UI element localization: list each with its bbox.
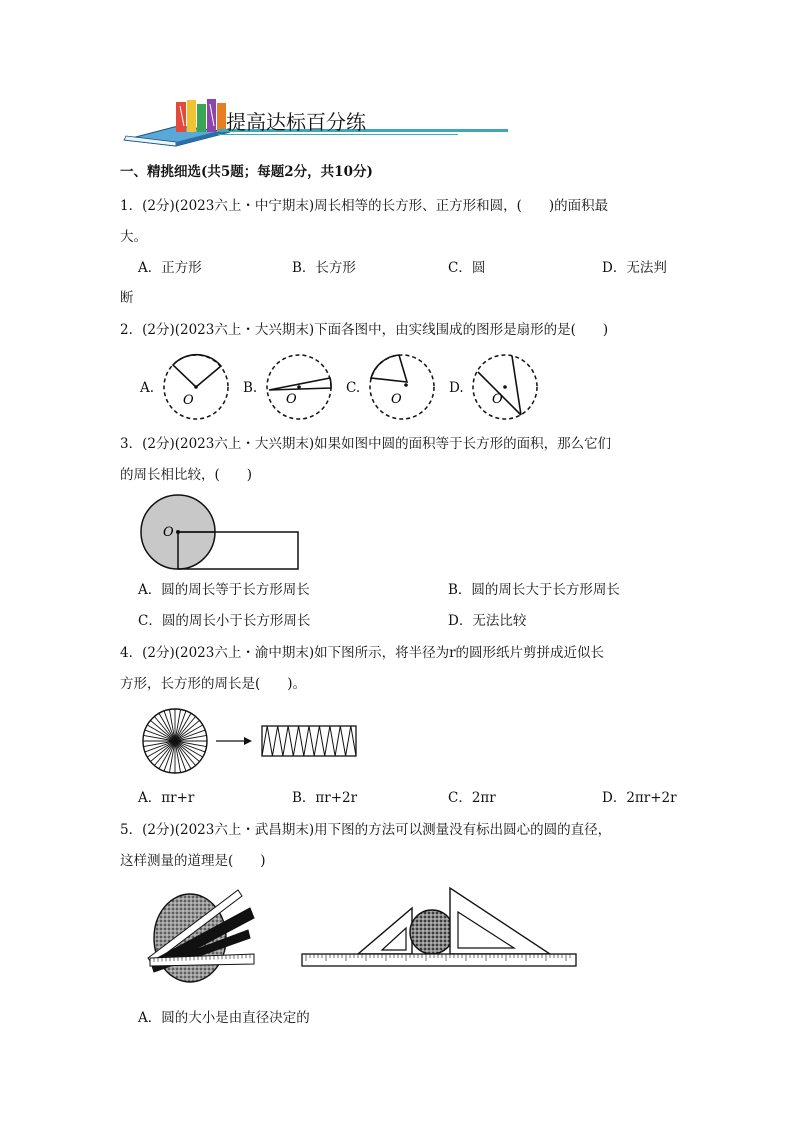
q2-figure-b[interactable] xyxy=(264,352,334,422)
q1-line1: 1．(2分)(2023六上・中宁期末)周长相等的长方形、正方形和圆，( )的面积最 xyxy=(120,198,609,214)
q2-line1: 2．(2分)(2023六上・大兴期末)下面各图中，由实线围成的图形是扇形的是( ) xyxy=(120,322,609,338)
q5-line1: 5．(2分)(2023六上・武昌期末)用下图的方法可以测量没有标出圆心的圆的直径， xyxy=(120,822,612,838)
q4-line1: 4．(2分)(2023六上・渝中期末)如下图所示，将半径为r的圆形纸片剪拼成近似长 xyxy=(120,645,605,661)
q2-label-d[interactable]: D. xyxy=(449,380,464,396)
q5-option-a[interactable]: A．圆的大小是由直径决定的 xyxy=(138,1010,310,1026)
q5-figure-left xyxy=(140,888,260,988)
q5-figure-right xyxy=(300,880,580,970)
q4-option-b[interactable]: B．πr+2r xyxy=(292,790,358,806)
q3-option-c[interactable]: C．圆的周长小于长方形周长 xyxy=(138,613,311,629)
q4-option-c[interactable]: C．2πr xyxy=(448,790,496,806)
q2-figure-d[interactable] xyxy=(470,352,540,422)
q2-label-b[interactable]: B. xyxy=(243,380,258,396)
q3-line1: 3．(2分)(2023六上・大兴期末)如果如图中圆的面积等于长方形的面积，那么它们 xyxy=(120,436,612,452)
q3-figure xyxy=(136,492,306,574)
q2-label-c[interactable]: C. xyxy=(346,380,361,396)
q3-option-d[interactable]: D．无法比较 xyxy=(448,613,527,629)
banner xyxy=(118,96,408,146)
q1-option-d[interactable]: D．无法判 xyxy=(602,260,667,276)
q2-figure-c[interactable] xyxy=(367,352,437,422)
arrow-right-icon xyxy=(244,737,252,745)
q4-line2: 方形，长方形的周长是( )。 xyxy=(120,676,307,692)
books-icon xyxy=(118,96,238,146)
banner-title: 提高达标百分练 xyxy=(226,110,366,134)
q4-figure xyxy=(140,706,370,776)
q1-line2: 大。 xyxy=(120,229,147,245)
q1-option-d-wrap: 断 xyxy=(120,290,134,306)
q3-option-b[interactable]: B．圆的周长大于长方形周长 xyxy=(448,582,620,598)
q4-option-d[interactable]: D．2πr+2r xyxy=(602,790,677,806)
q1-option-b[interactable]: B．长方形 xyxy=(292,260,356,276)
q4-rectangle-zigzag xyxy=(262,726,356,756)
q5-line2: 这样测量的道理是( ) xyxy=(120,853,266,869)
q2-center-label-c: O xyxy=(391,392,402,407)
q4-option-a[interactable]: A．πr+r xyxy=(138,790,195,806)
q2-center-label-a: O xyxy=(183,393,194,408)
q1-option-c[interactable]: C．圆 xyxy=(448,260,486,276)
q3-line2: 的周长相比较，( ) xyxy=(120,467,253,483)
q2-label-a[interactable]: A. xyxy=(140,380,155,396)
q3-center-label: O xyxy=(163,525,174,540)
q1-option-a[interactable]: A．正方形 xyxy=(138,260,202,276)
section-heading: 一、精挑细选(共5题；每题2分，共10分) xyxy=(120,164,373,180)
q3-option-a[interactable]: A．圆的周长等于长方形周长 xyxy=(138,582,310,598)
q2-figure-a[interactable] xyxy=(161,352,231,422)
q2-center-label-d: O xyxy=(492,392,503,407)
q2-center-label-b: O xyxy=(286,392,297,407)
